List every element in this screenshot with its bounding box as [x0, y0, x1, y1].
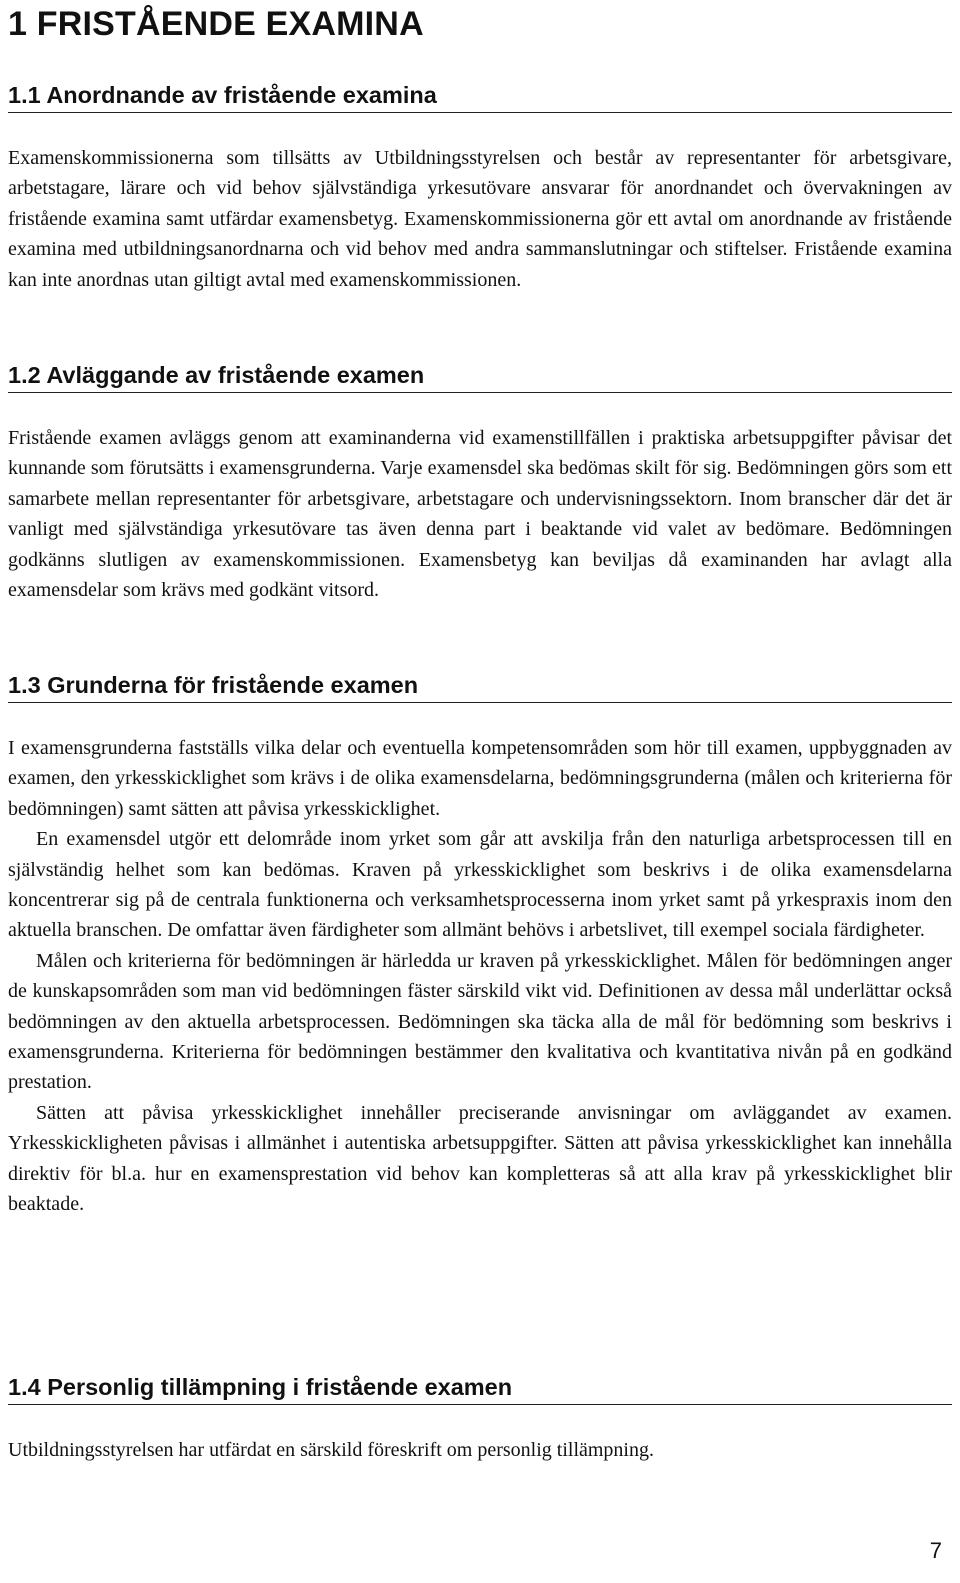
section-1-1	[8, 80, 952, 295]
section-1-3	[8, 670, 952, 1220]
section-paragraph: Fristående examen avläggs genom att examinanderna vid examenstillfällen i praktiska arbetsuppgifter påvisar det kunnande som förutsätts i examensgrunderna. Varje examensdel ska bedömas skilt för sig. Bedömningen görs som ett samarbete mellan representanter för arbetsgivare, arbetstagare och undervisningssektorn. Inom branscher där det är vanligt med självständiga yrkesutövare tas även denna part i beaktande vid valet av bedömare. Bedömningen godkänns slutligen av examenskommissionen. Examensbetyg kan beviljas då examinanden har avlagt alla examensdelar som krävs med godkänt vitsord.	[8, 427, 952, 602]
chapter-title: 1 FRISTÅENDE EXAMINA	[8, 5, 424, 43]
section-1-2	[8, 360, 952, 605]
page-number: 7	[929, 1538, 942, 1563]
section-heading: 1.3 Grunderna för fristående examen	[8, 670, 952, 703]
document-page	[8, 0, 952, 1461]
section-paragraph: Utbildningsstyrelsen har utfärdat en särskild föreskrift om personlig tillämpning.	[8, 1439, 654, 1461]
section-heading: 1.2 Avläggande av fristående examen	[8, 360, 952, 393]
section-1-4	[8, 1372, 952, 1465]
section-heading: 1.4 Personlig tillämpning i fristående examen	[8, 1372, 952, 1405]
section-paragraph: En examensdel utgör ett delområde inom yrket som går att avskilja från den naturliga arbetsprocessen till en självständig helhet som kan bedömas. Kraven på yrkesskicklighet som beskrivs i de olika examensdelarna koncentrerar sig på de centrala funktionerna och verksamhetsprocesserna inom yrket samt på yrkespraxis inom den aktuella branschen. De omfattar även färdigheter som allmänt behövs i arbetslivet, till exempel sociala färdigheter.	[8, 828, 952, 942]
section-paragraph: Sätten att påvisa yrkesskicklighet innehåller preciserande anvisningar om avläggandet av examen. Yrkesskickligheten påvisas i allmänhet i autentiska arbetsuppgifter. Sätten att påvisa yrkesskicklighet kan innehålla direktiv för bl.a. hur en examensprestation vid behov kan kompletteras så att alla krav på yrkesskicklighet blir beaktade.	[8, 1101, 952, 1216]
section-heading: 1.1 Anordnande av fristående examina	[8, 80, 952, 113]
section-paragraph: Målen och kriterierna för bedömningen är härledda ur kraven på yrkesskicklighet. Målen för bedömningen anger de kunskapsområden som man vid bedömningen fäster särskild vikt vid. Definitionen av dessa mål underlättar också bedömningen av den aktuella arbetsprocessen. Bedömningen ska täcka alla de mål för bedömning som beskrivs i examensgrunderna. Kriterierna för bedömningen bestämmer den kvalitativa och kvantitativa nivån på en godkänd prestation.	[8, 949, 952, 1094]
section-paragraph: I examensgrunderna fastställs vilka delar och eventuella kompetensområden som hör till examen, uppbyggnaden av examen, den yrkesskicklighet som krävs i de olika examensdelarna, bedömningsgrunderna (målen och kriterierna för bedömningen) samt sätten att påvisa yrkesskicklighet.	[8, 737, 952, 820]
section-paragraph: Examenskommissionerna som tillsätts av Utbildningsstyrelsen och består av representanter för arbetsgivare, arbetstagare, lärare och vid behov självständiga yrkesutövare ansvarar för anordnandet och övervakningen av fristående examina samt utfärdar examensbetyg. Examenskommissionerna gör ett avtal om anordnande av fristående examina med utbildningsanordnarna och vid behov med andra sammanslutningar och stiftelser. Fristående examina kan inte anordnas utan giltigt avtal med examenskommissionen.	[8, 147, 952, 291]
